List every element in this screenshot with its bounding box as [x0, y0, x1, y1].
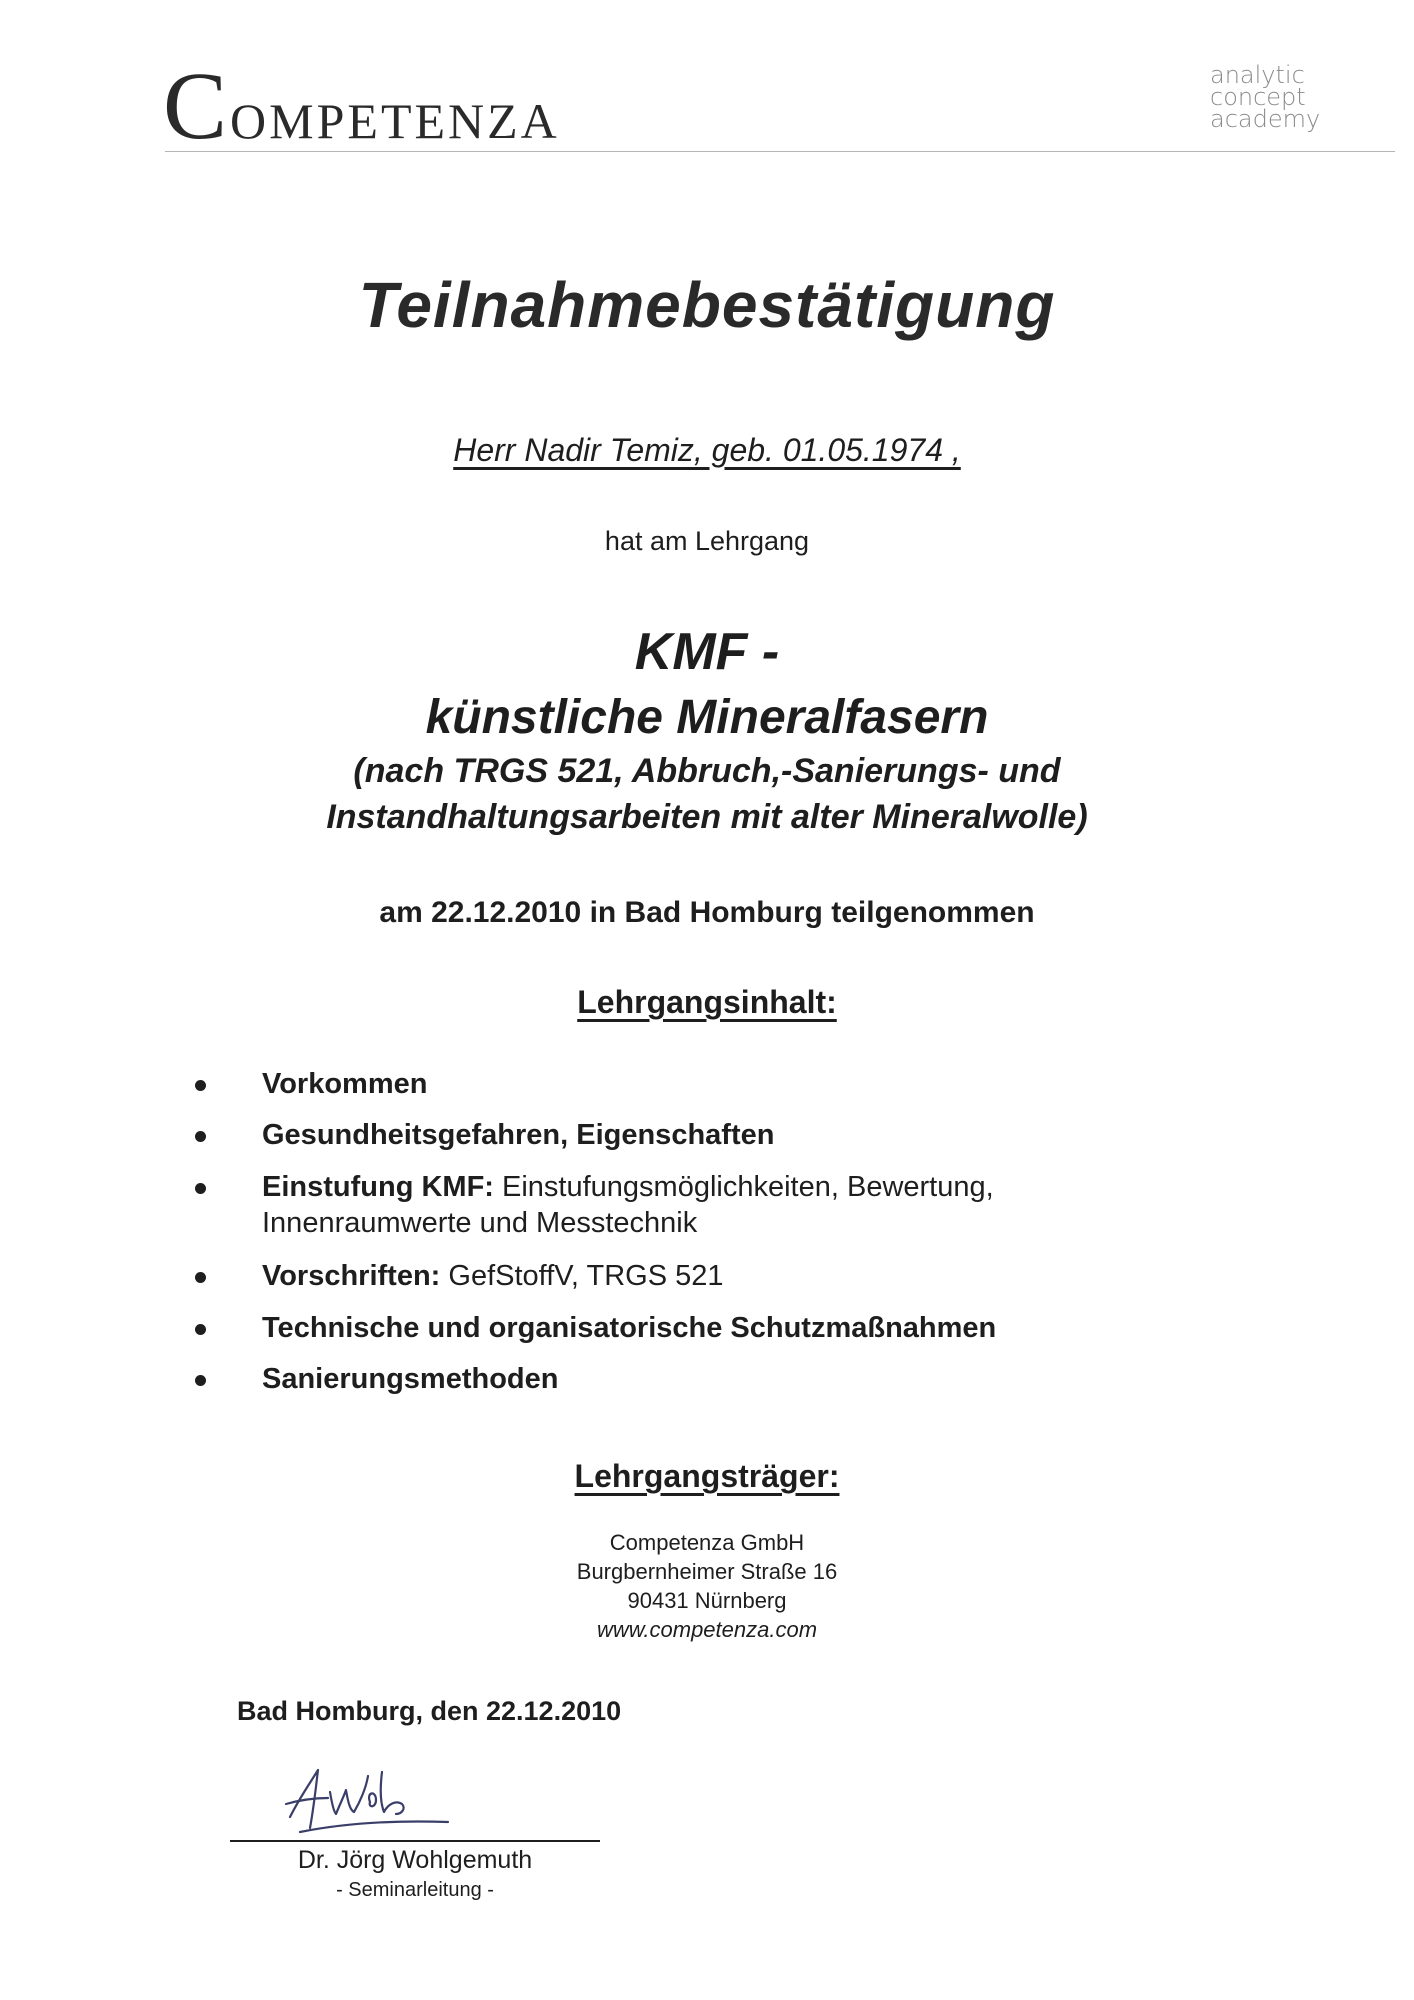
signer-name: Dr. Jörg Wohlgemuth: [297, 1846, 533, 1874]
topic-detail: GefStoffV, TRGS 521: [440, 1260, 724, 1292]
logo-wordmark: OMPETENZA: [230, 93, 560, 149]
document-title: Teilnahmebestätigung: [358, 269, 1056, 341]
signer-block: [230, 1846, 600, 1902]
topic-text: [262, 1117, 1162, 1153]
topic-title: Technische und organisatorische Schutzmaßnahmen: [262, 1312, 997, 1344]
course-note: [0, 748, 1414, 840]
provider-name: Competenza GmbH: [609, 1530, 805, 1555]
course-note-line: (nach TRGS 521, Abbruch,-Sanierungs- und: [353, 752, 1061, 790]
academy-tagline: [1210, 61, 1350, 133]
signature-place-date: Bad Homburg, den 22.12.2010: [237, 1696, 622, 1726]
topic-title: Vorschriften:: [262, 1260, 441, 1292]
bullet-icon: [195, 1080, 206, 1091]
tagline-line: concept: [1210, 83, 1306, 111]
attendance-date-place: am 22.12.2010 in Bad Homburg teilgenommen: [379, 896, 1035, 929]
course-provider-heading-text: Lehrgangsträger:: [574, 1458, 840, 1494]
bullet-icon: [195, 1183, 206, 1194]
topic-text: [262, 1361, 1162, 1397]
bullet-icon: [195, 1324, 206, 1335]
tagline-line: academy: [1210, 105, 1321, 133]
handwritten-signature: [270, 1762, 460, 1842]
topic-detail: Einstufungsmöglichkeiten, Bewertung,: [493, 1171, 994, 1203]
bullet-icon: [195, 1375, 206, 1386]
course-name: künstliche Mineralfasern: [425, 691, 989, 744]
bullet-icon: [195, 1272, 206, 1283]
provider-address: [0, 1528, 1414, 1644]
provider-website: www.competenza.com: [596, 1617, 818, 1642]
course-code: KMF -: [634, 623, 780, 681]
tagline-line: analytic: [1210, 61, 1305, 89]
topic-text: [262, 1066, 1162, 1102]
course-content-heading: [0, 984, 1414, 1021]
topic-title: Einstufung KMF:: [262, 1171, 494, 1203]
provider-city: 90431 Nürnberg: [627, 1588, 787, 1613]
participant-line: Herr Nadir Temiz, geb. 01.05.1974 ,: [453, 432, 961, 468]
provider-street: Burgbernheimer Straße 16: [576, 1559, 838, 1584]
topic-title: Sanierungsmethoden: [262, 1363, 559, 1395]
signature-line: [230, 1840, 600, 1842]
course-note-line: Instandhaltungsarbeiten mit alter Mineralwolle): [326, 798, 1088, 836]
topic-text: [262, 1310, 1162, 1346]
bullet-icon: [195, 1131, 206, 1142]
course-content-heading-text: Lehrgangsinhalt:: [577, 984, 837, 1020]
topic-text: [262, 1169, 1162, 1241]
topic-detail-continued: Innenraumwerte und Messtechnik: [262, 1207, 698, 1239]
topic-title: Gesundheitsgefahren, Eigenschaften: [262, 1119, 775, 1151]
signer-role: - Seminarleitung -: [336, 1879, 494, 1901]
topic-title: Vorkommen: [262, 1068, 428, 1100]
course-provider-heading: [0, 1458, 1414, 1495]
topic-text: [262, 1258, 1162, 1294]
logo-initial: C: [163, 52, 231, 159]
competenza-logo: [163, 52, 560, 159]
intro-text: hat am Lehrgang: [604, 526, 810, 556]
header-divider: [165, 151, 1395, 152]
